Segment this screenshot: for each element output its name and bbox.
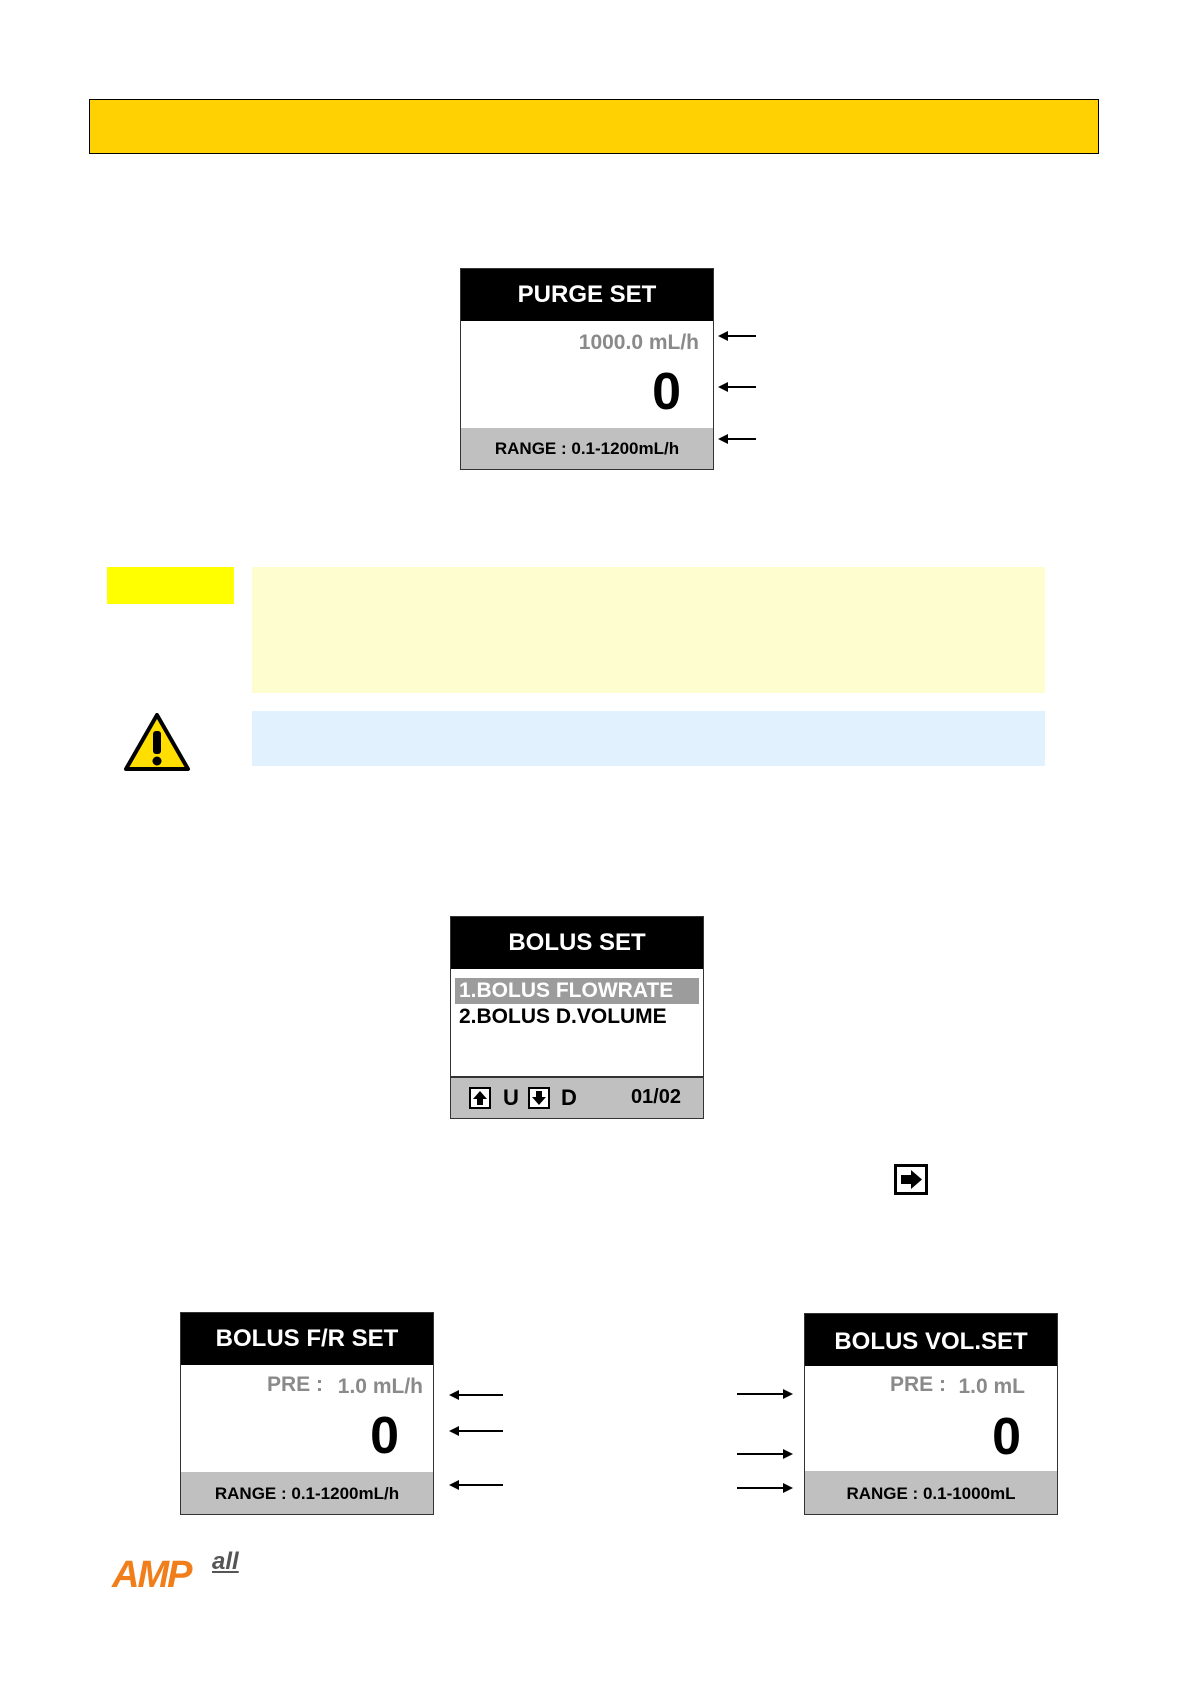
bolus-fr-range: RANGE : 0.1-1200mL/h	[181, 1472, 433, 1514]
up-key-icon	[469, 1087, 491, 1109]
arrow-left-icon	[718, 380, 758, 394]
arrow-left-icon	[449, 1478, 505, 1492]
arrow-right-icon	[737, 1481, 793, 1495]
warning-icon	[123, 712, 191, 772]
bolus-vol-range: RANGE : 0.1-1000mL	[805, 1471, 1057, 1514]
bolus-fr-input-value: 0	[370, 1407, 399, 1465]
bolus-fr-title: BOLUS F/R SET	[181, 1313, 433, 1365]
arrow-left-icon	[718, 329, 758, 343]
arrow-left-icon	[449, 1424, 505, 1438]
arrow-left-icon	[449, 1388, 505, 1402]
up-key-label: U	[503, 1085, 519, 1110]
purge-range: RANGE : 0.1-1200mL/h	[461, 428, 713, 469]
bolus-vol-input-value: 0	[992, 1408, 1021, 1466]
section-header-bar	[89, 99, 1099, 154]
logo-brand: AMP	[112, 1554, 191, 1596]
arrow-right-icon	[737, 1387, 793, 1401]
bolus-vol-set-screen	[804, 1313, 1058, 1515]
menu-item-bolus-dvolume[interactable]: 2.BOLUS D.VOLUME	[459, 1005, 667, 1028]
page-indicator: 01/02	[630, 1086, 681, 1108]
bolus-vol-pre-label: PRE :	[890, 1373, 947, 1396]
arrow-right-icon	[737, 1447, 793, 1461]
logo-suffix: all	[212, 1548, 239, 1575]
purge-preset-value: 1000.0 mL/h	[578, 331, 699, 354]
menu-footer	[451, 1076, 703, 1118]
down-key-label: D	[561, 1085, 577, 1110]
amp-all-logo	[112, 1548, 252, 1598]
warning-box	[252, 711, 1045, 766]
right-key-icon	[894, 1164, 928, 1195]
down-key-icon	[528, 1087, 550, 1109]
menu-item-bolus-flowrate[interactable]: 1.BOLUS FLOWRATE	[455, 978, 699, 1004]
note-box	[252, 567, 1045, 693]
bolus-fr-pre-value: 1.0 mL/h	[337, 1375, 423, 1398]
arrow-left-icon	[718, 432, 758, 446]
bolus-fr-set-screen	[180, 1312, 434, 1515]
bolus-fr-pre-label: PRE :	[267, 1373, 324, 1396]
purge-set-title: PURGE SET	[461, 269, 713, 321]
bolus-set-title: BOLUS SET	[451, 917, 703, 969]
bolus-vol-title: BOLUS VOL.SET	[805, 1314, 1057, 1366]
purge-set-screen	[460, 268, 714, 470]
note-tag	[107, 567, 234, 604]
bolus-vol-pre-value: 1.0 mL	[958, 1375, 1025, 1398]
purge-input-value: 0	[652, 363, 681, 421]
bolus-set-menu	[450, 916, 704, 1119]
